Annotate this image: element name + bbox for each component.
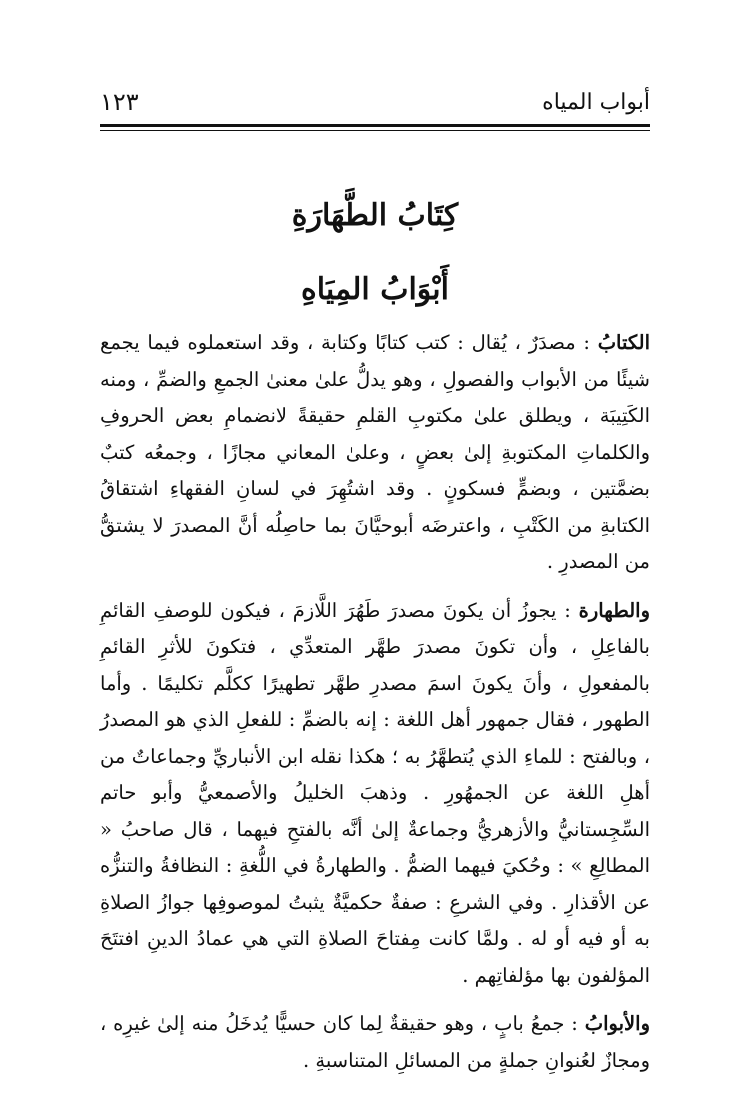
header-rule-thick xyxy=(100,124,650,127)
term-kitab: الكتابُ xyxy=(597,331,650,354)
term-abwab: والأبوابُ xyxy=(584,1012,650,1035)
body-text xyxy=(100,325,650,1079)
book-title: كِتَابُ الطَّهَارَةِ xyxy=(291,198,459,233)
paragraph-abwab xyxy=(100,1006,650,1079)
chapter-title: أَبْوَابُ المِيَاهِ xyxy=(301,272,449,307)
running-title: أبواب المياه xyxy=(542,89,650,115)
running-header xyxy=(100,84,650,120)
paragraph-abwab-text: : جمعُ بابٍ ، وهو حقيقةٌ لِما كان حسيًّا يُدخَلُ منه إلىٰ غيرِه ، ومجازٌ لعُنوانِ جملةٍ من المسائلِ المتناسبةِ . xyxy=(100,1012,650,1072)
paragraph-kitab-text: : مصدَرٌ ، يُقال : كتب كتابًا وكتابة ، وقد استعملوه فيما يجمع شيئًا من الأبواب والفصولِ ، وهو يدلُّ علىٰ معنىٰ الجمعِ والضمِّ ، ومنه الكَتِيبَة ، ويطلق علىٰ مكتوبِ القلمِ حقيقةً لانضمامِ بعض الحروفِ والكلماتِ المكتوبةِ إلىٰ بعضٍ ، وعلىٰ المعاني مجازًا ، وجمعُه كتبٌ بضمَّتين ، وبضمٍّ فسكونٍ . وقد اشتُهِرَ في لسانِ الفقهاءِ اشتقاقُ الكتابةِ من الكَتْبِ ، واعترضَه أبوحيَّانَ بما حاصِلُه أنَّ المصدرَ لا يشتقُّ من المصدرِ . xyxy=(100,331,650,573)
paragraph-tahara-text: : يجوزُ أن يكونَ مصدرَ طَهُرَ اللَّازمَ ، فيكون للوصفِ القائمِ بالفاعِلِ ، وأن تكونَ مصدرَ طهَّر المتعدِّي ، فتكونَ للأثرِ القائمِ بالمفعولِ ، وأنَ يكونَ اسمَ مصدرِ طهَّر تطهيرًا ككلَّم تكليمًا . وأما الطهور ، فقال جمهور أهل اللغة : إنه بالضمِّ : للفعلِ الذي هو المصدرُ ، وبالفتح : للماءِ الذي يُتطهَّرُ به ؛ هكذا نقله ابن الأنباريِّ وجماعاتٌ من أهلِ اللغة عن الجمهُورِ . وذهبَ الخليلُ والأصمعيُّ وأبو حاتم السِّجِستانيُّ والأزهريُّ وجماعةٌ إلىٰ أنَّه بالفتحِ فيهما ، قال صاحبُ « المطالِعِ » : وحُكيَ فيهما الضمُّ . والطهارةُ في اللُّغةِ : النظافةُ والتنزُّه عن الأقذارِ . وفي الشرعِ : صفةٌ حكميَّةٌ يثبتُ لموصوفِها جوازُ الصلاةِ به أو فيه أو له . ولمَّا كانت مِفتاحَ الصلاةِ التي هي عمادُ الدينِ افتتَحَ المؤلفون بها مؤلفاتِهم . xyxy=(100,598,650,987)
paragraph-kitab xyxy=(100,325,650,581)
paragraph-tahara xyxy=(100,593,650,995)
page-number: ١٢٣ xyxy=(100,88,139,116)
header-rule-thin xyxy=(100,130,650,131)
term-tahara: والطهارة xyxy=(578,598,650,622)
